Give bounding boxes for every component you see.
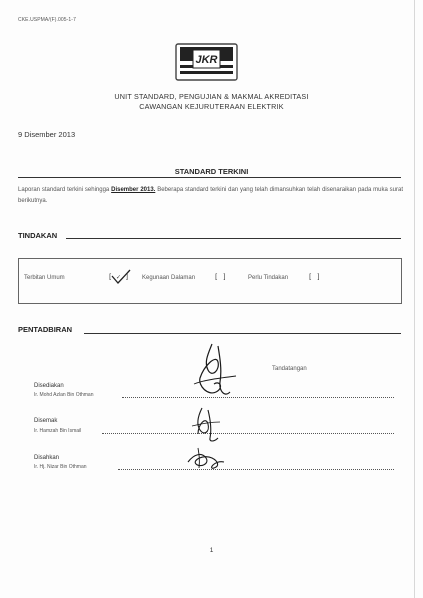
tindakan-box [18,258,402,304]
jkr-logo [175,43,238,81]
signature-2-image [186,404,226,444]
header-unit: UNIT STANDARD, PENGUJIAN & MAKMAL AKREDITASI [114,92,309,101]
signature-line-2 [102,433,394,434]
signature-1-image [190,340,240,402]
document-date: 9 Disember 2013 [18,130,76,139]
tindakan-rule [66,238,401,239]
option-perlu-tindakan-label: Perlu Tindakan [248,275,289,281]
document-title: STANDARD TERKINI [174,167,249,176]
name-disediakan: Ir. Mohd Azlan Bin Othman [34,392,94,398]
signature-line-3 [118,469,394,470]
option-terbitan-umum-checkbox[interactable]: [ ✓ ] [108,273,130,281]
body-text-end: Beberapa standard terkini dan yang telah dimansuhkan telah disenaraikan pada muka surat berikutnya. [18,187,403,204]
header-branch: CAWANGAN KEJURUTERAAN ELEKTRIK [139,102,284,111]
option-terbitan-umum-label: Terbitan Umum [24,275,65,281]
name-disemak: Ir. Hamzah Bin Ismail [34,428,82,434]
body-text-emphasis: Disember 2013. [111,187,156,193]
role-disediakan: Disediakan [34,383,64,389]
option-perlu-tindakan-checkbox[interactable]: [ ] [308,273,321,281]
logo-text: JKR [195,54,218,66]
pentadbiran-heading: PENTADBIRAN [18,325,73,334]
role-disemak: Disemak [34,418,58,424]
role-disahkan: Disahkan [34,455,60,461]
option-kegunaan-dalaman-label: Kegunaan Dalaman [142,275,196,281]
signature-line-1 [122,397,394,398]
title-underline [18,177,401,178]
scan-edge [414,0,415,598]
name-disahkan: Ir. Hj. Nizar Bin Othman [34,464,87,470]
option-kegunaan-dalaman-checkbox[interactable]: [ ] [214,273,227,281]
tindakan-heading: TINDAKAN [18,231,58,240]
page-number: 1 [209,547,214,554]
pentadbiran-rule [84,333,401,334]
body-paragraph [18,185,403,207]
signature-3-image [184,444,228,474]
document-code: CKE.USPMA/(F).005-1-7 [18,17,76,23]
checkmark-icon [110,268,132,286]
signature-column-label: Tandatangan [272,366,307,372]
body-text-start: Laporan standard terkini sehingga [18,187,112,193]
